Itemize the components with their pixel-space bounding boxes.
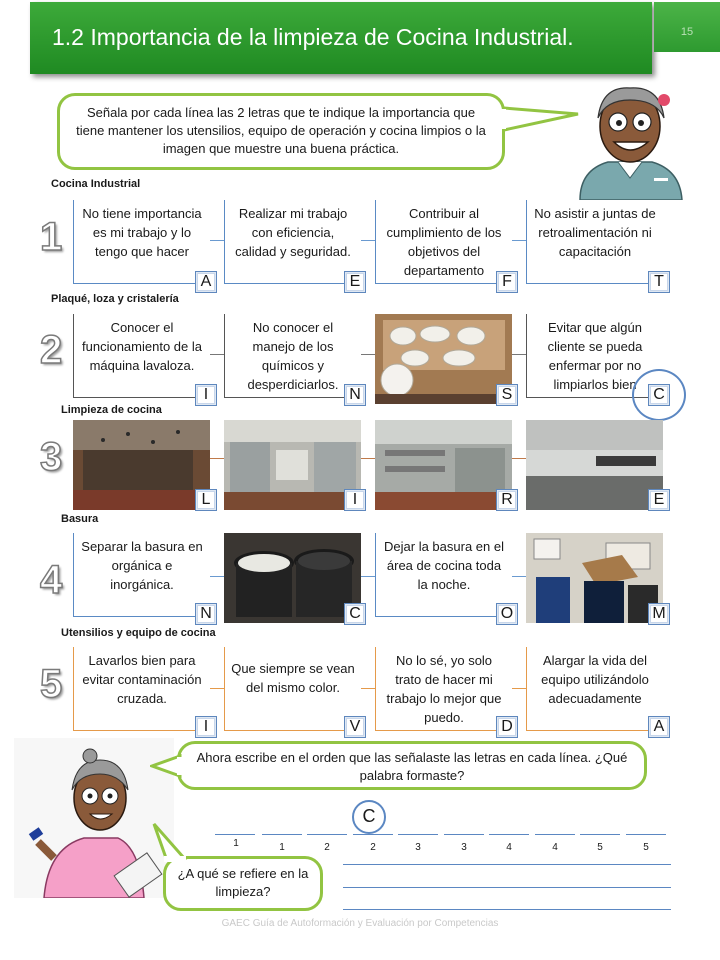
slot-index: 3 bbox=[415, 842, 421, 853]
instruction-text: Señala por cada línea las 2 letras que te indique la importancia que tiene mantener los utensilios, equipo de operación y cocina limpios o la imagen que muestre una buena práctica. bbox=[76, 105, 486, 156]
row-number-4: 4 bbox=[40, 558, 63, 602]
section-label-3: Limpieza de cocina bbox=[61, 404, 162, 416]
answer-slot[interactable] bbox=[444, 834, 484, 835]
section-label-2: Plaqué, loza y cristalería bbox=[51, 293, 179, 305]
section-label-1: Cocina Industrial bbox=[51, 178, 141, 190]
prompt-bubble bbox=[177, 741, 647, 790]
option-letter[interactable]: I bbox=[195, 384, 217, 406]
page-title: 1.2 Importancia de la limpieza de Cocina Industrial. bbox=[52, 24, 574, 50]
answer-slot[interactable] bbox=[307, 834, 347, 835]
option-card[interactable]: No conocer el manejo de los químicos y desperdiciarlos. bbox=[224, 314, 361, 398]
answer-write-line[interactable] bbox=[343, 864, 671, 865]
answer-slot[interactable] bbox=[398, 834, 438, 835]
slot-index: 2 bbox=[370, 842, 376, 853]
answer-slot[interactable] bbox=[626, 834, 666, 835]
slot-index: 4 bbox=[506, 842, 512, 853]
option-letter[interactable]: O bbox=[496, 603, 518, 625]
instruction-bubble bbox=[57, 93, 505, 170]
option-letter[interactable]: N bbox=[195, 603, 217, 625]
answer-slot[interactable] bbox=[489, 834, 529, 835]
question-text: ¿A qué se refiere en la limpieza? bbox=[177, 866, 309, 899]
bubble-tail bbox=[150, 822, 190, 862]
row-number-3: 3 bbox=[40, 435, 63, 479]
option-card[interactable]: Conocer el funcionamiento de la máquina lavaloza. bbox=[73, 314, 210, 398]
answer-letter[interactable]: C bbox=[362, 806, 376, 826]
slot-index: 3 bbox=[461, 842, 467, 853]
option-letter[interactable]: N bbox=[344, 384, 366, 406]
stove-photo[interactable] bbox=[526, 420, 663, 510]
page-number: 15 bbox=[680, 26, 694, 38]
option-letter[interactable]: F bbox=[496, 271, 518, 293]
option-card[interactable]: No asistir a juntas de retroalimentación ni capacitación bbox=[526, 200, 663, 284]
option-letter[interactable]: E bbox=[344, 271, 366, 293]
dirty-kitchen-photo[interactable] bbox=[73, 420, 210, 510]
option-letter[interactable]: I bbox=[344, 489, 366, 511]
option-letter[interactable]: S bbox=[496, 384, 518, 406]
trash-overflow-photo[interactable] bbox=[526, 533, 663, 623]
option-letter[interactable]: I bbox=[195, 716, 217, 738]
option-card[interactable]: Evitar que algún cliente se pueda enfermar por no limpiarlos bien bbox=[526, 314, 663, 398]
prep-area-photo[interactable] bbox=[375, 420, 512, 510]
option-letter[interactable]: D bbox=[496, 716, 518, 738]
option-letter[interactable]: A bbox=[648, 716, 670, 738]
trash-bins-photo[interactable] bbox=[224, 533, 361, 623]
option-letter[interactable]: C bbox=[648, 384, 670, 406]
clean-kitchen-photo[interactable] bbox=[224, 420, 361, 510]
selection-circle bbox=[632, 369, 686, 421]
answer-slot[interactable] bbox=[580, 834, 620, 835]
option-letter[interactable]: A bbox=[195, 271, 217, 293]
answer-write-line[interactable] bbox=[343, 909, 671, 910]
option-letter[interactable]: E bbox=[648, 489, 670, 511]
option-card[interactable]: Lavarlos bien para evitar contaminación cruzada. bbox=[73, 647, 210, 731]
answer-slot[interactable] bbox=[353, 834, 393, 835]
slot-index: 5 bbox=[597, 842, 603, 853]
row-number-2: 2 bbox=[40, 328, 63, 372]
section-label-4: Basura bbox=[61, 513, 99, 525]
title-bar bbox=[30, 2, 652, 74]
option-letter[interactable]: C bbox=[344, 603, 366, 625]
option-card[interactable]: Realizar mi trabajo con eficiencia, calidad y seguridad. bbox=[224, 200, 361, 284]
bubble-tail bbox=[150, 754, 182, 780]
answer-slot[interactable] bbox=[215, 834, 255, 835]
prompt-text: Ahora escribe en el orden que las señalaste las letras en cada línea. ¿Qué palabra formaste? bbox=[196, 750, 628, 783]
option-letter[interactable]: R bbox=[496, 489, 518, 511]
option-letter[interactable]: T bbox=[648, 271, 670, 293]
option-letter[interactable]: L bbox=[195, 489, 217, 511]
option-card[interactable]: Alargar la vida del equipo utilizándolo adecuadamente bbox=[526, 647, 663, 731]
option-card[interactable]: Contribuir al cumplimiento de los objetivos del departamento bbox=[375, 200, 512, 284]
slot-index: 4 bbox=[552, 842, 558, 853]
question-bubble bbox=[163, 856, 323, 911]
slot-index: 2 bbox=[324, 842, 330, 853]
option-letter[interactable]: V bbox=[344, 716, 366, 738]
option-card[interactable]: No tiene importancia es mi trabajo y lo tengo que hacer bbox=[73, 200, 210, 284]
option-card[interactable]: No lo sé, yo solo trato de hacer mi trabajo lo mejor que puedo. bbox=[375, 647, 512, 731]
slot-index: 5 bbox=[643, 842, 649, 853]
option-card[interactable]: Dejar la basura en el área de cocina toda la noche. bbox=[375, 533, 512, 617]
option-card[interactable]: Que siempre se vean del mismo color. bbox=[224, 647, 361, 731]
slot-index: 1 bbox=[279, 842, 285, 853]
dishes-photo[interactable] bbox=[375, 314, 512, 404]
teacher-illustration-top bbox=[560, 78, 700, 200]
answer-slot[interactable] bbox=[535, 834, 575, 835]
row-number-1: 1 bbox=[40, 215, 63, 259]
answer-slot[interactable] bbox=[262, 834, 302, 835]
row-number-5: 5 bbox=[40, 662, 63, 706]
answer-write-line[interactable] bbox=[343, 887, 671, 888]
option-letter[interactable]: M bbox=[648, 603, 670, 625]
option-card[interactable]: Separar la basura en orgánica e inorgánica. bbox=[73, 533, 210, 617]
footer-text: GAEC Guía de Autoformación y Evaluación por Competencias bbox=[221, 918, 499, 929]
section-label-5: Utensilios y equipo de cocina bbox=[61, 627, 216, 639]
slot-index: 1 bbox=[233, 838, 239, 849]
